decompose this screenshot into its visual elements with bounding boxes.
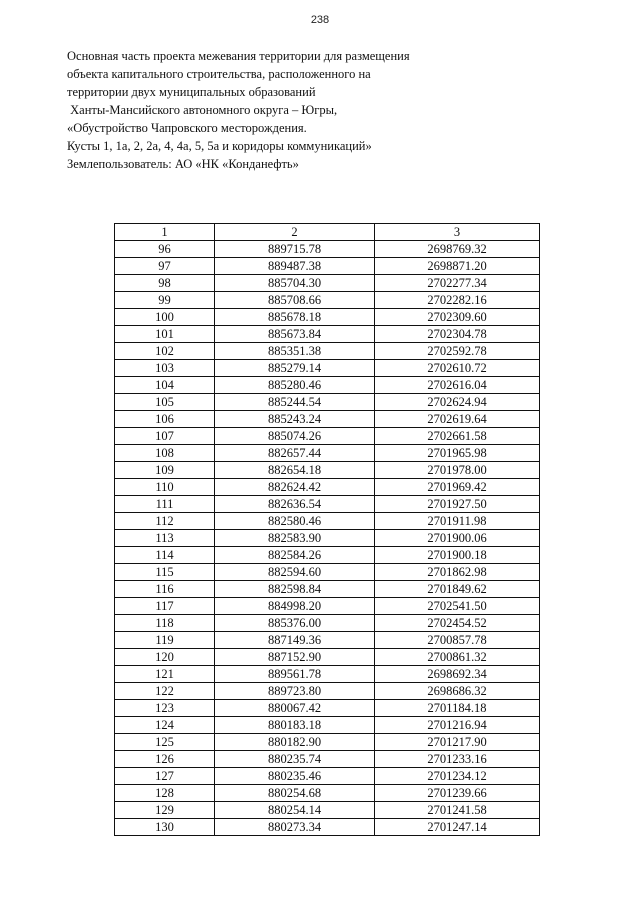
table-row — [115, 649, 540, 666]
x-coordinate-cell: 885673.84 — [215, 326, 375, 343]
y-coordinate-cell: 2701184.18 — [375, 700, 540, 717]
x-coordinate-cell: 885279.14 — [215, 360, 375, 377]
point-number-cell: 98 — [115, 275, 215, 292]
table-row — [115, 802, 540, 819]
point-number-cell: 111 — [115, 496, 215, 513]
point-number-cell: 100 — [115, 309, 215, 326]
column-header-x: 2 — [215, 224, 375, 241]
point-number-cell: 127 — [115, 768, 215, 785]
y-coordinate-cell: 2701217.90 — [375, 734, 540, 751]
table-row — [115, 785, 540, 802]
x-coordinate-cell: 884998.20 — [215, 598, 375, 615]
point-number-cell: 115 — [115, 564, 215, 581]
x-coordinate-cell: 880182.90 — [215, 734, 375, 751]
table-row — [115, 581, 540, 598]
table-row — [115, 462, 540, 479]
point-number-cell: 107 — [115, 428, 215, 445]
point-number-cell: 96 — [115, 241, 215, 258]
y-coordinate-cell: 2702619.64 — [375, 411, 540, 428]
x-coordinate-cell: 882598.84 — [215, 581, 375, 598]
x-coordinate-cell: 880273.34 — [215, 819, 375, 836]
table-row — [115, 428, 540, 445]
table-row — [115, 394, 540, 411]
header-line: объекта капитального строительства, расположенного на — [67, 67, 371, 81]
table-row — [115, 360, 540, 377]
x-coordinate-cell: 882584.26 — [215, 547, 375, 564]
table-row — [115, 258, 540, 275]
point-number-cell: 118 — [115, 615, 215, 632]
y-coordinate-cell: 2702304.78 — [375, 326, 540, 343]
table-row — [115, 275, 540, 292]
y-coordinate-cell: 2701216.94 — [375, 717, 540, 734]
y-coordinate-cell: 2701969.42 — [375, 479, 540, 496]
y-coordinate-cell: 2698692.34 — [375, 666, 540, 683]
y-coordinate-cell: 2701233.16 — [375, 751, 540, 768]
column-header-y: 3 — [375, 224, 540, 241]
x-coordinate-cell: 880254.68 — [215, 785, 375, 802]
header-line: территории двух муниципальных образований — [67, 85, 316, 99]
x-coordinate-cell: 887152.90 — [215, 649, 375, 666]
table-row — [115, 632, 540, 649]
point-number-cell: 114 — [115, 547, 215, 564]
table-row — [115, 530, 540, 547]
table-row — [115, 445, 540, 462]
point-number-cell: 105 — [115, 394, 215, 411]
y-coordinate-cell: 2701911.98 — [375, 513, 540, 530]
point-number-cell: 117 — [115, 598, 215, 615]
table-row — [115, 768, 540, 785]
y-coordinate-cell: 2701965.98 — [375, 445, 540, 462]
y-coordinate-cell: 2702309.60 — [375, 309, 540, 326]
table-row — [115, 751, 540, 768]
x-coordinate-cell: 889561.78 — [215, 666, 375, 683]
x-coordinate-cell: 885280.46 — [215, 377, 375, 394]
y-coordinate-cell: 2702661.58 — [375, 428, 540, 445]
point-number-cell: 120 — [115, 649, 215, 666]
table-row — [115, 615, 540, 632]
table-row — [115, 377, 540, 394]
x-coordinate-cell: 885351.38 — [215, 343, 375, 360]
table-row — [115, 700, 540, 717]
y-coordinate-cell: 2702624.94 — [375, 394, 540, 411]
point-number-cell: 124 — [115, 717, 215, 734]
table-row — [115, 683, 540, 700]
x-coordinate-cell: 882580.46 — [215, 513, 375, 530]
table-row — [115, 717, 540, 734]
point-number-cell: 122 — [115, 683, 215, 700]
y-coordinate-cell: 2702541.50 — [375, 598, 540, 615]
point-number-cell: 99 — [115, 292, 215, 309]
y-coordinate-cell: 2700857.78 — [375, 632, 540, 649]
y-coordinate-cell: 2701239.66 — [375, 785, 540, 802]
point-number-cell: 102 — [115, 343, 215, 360]
table-row — [115, 241, 540, 258]
y-coordinate-cell: 2701900.06 — [375, 530, 540, 547]
point-number-cell: 126 — [115, 751, 215, 768]
y-coordinate-cell: 2701862.98 — [375, 564, 540, 581]
table-row — [115, 479, 540, 496]
point-number-cell: 104 — [115, 377, 215, 394]
x-coordinate-cell: 882594.60 — [215, 564, 375, 581]
y-coordinate-cell: 2701927.50 — [375, 496, 540, 513]
table-row — [115, 564, 540, 581]
table-row — [115, 326, 540, 343]
table-row — [115, 309, 540, 326]
y-coordinate-cell: 2702592.78 — [375, 343, 540, 360]
table-row — [115, 598, 540, 615]
x-coordinate-cell: 882636.54 — [215, 496, 375, 513]
x-coordinate-cell: 880235.46 — [215, 768, 375, 785]
point-number-cell: 121 — [115, 666, 215, 683]
header-line: «Обустройство Чапровского месторождения. — [67, 121, 307, 135]
x-coordinate-cell: 885376.00 — [215, 615, 375, 632]
x-coordinate-cell: 880183.18 — [215, 717, 375, 734]
y-coordinate-cell: 2701849.62 — [375, 581, 540, 598]
point-number-cell: 112 — [115, 513, 215, 530]
header-line: Землепользователь: АО «НК «Конданефть» — [67, 157, 299, 171]
table-row — [115, 666, 540, 683]
point-number-cell: 103 — [115, 360, 215, 377]
y-coordinate-cell: 2701234.12 — [375, 768, 540, 785]
table-row — [115, 496, 540, 513]
table-body — [115, 224, 540, 836]
y-coordinate-cell: 2701978.00 — [375, 462, 540, 479]
point-number-cell: 108 — [115, 445, 215, 462]
table-row — [115, 411, 540, 428]
point-number-cell: 101 — [115, 326, 215, 343]
x-coordinate-cell: 880067.42 — [215, 700, 375, 717]
point-number-cell: 109 — [115, 462, 215, 479]
x-coordinate-cell: 880254.14 — [215, 802, 375, 819]
point-number-cell: 123 — [115, 700, 215, 717]
y-coordinate-cell: 2701247.14 — [375, 819, 540, 836]
point-number-cell: 97 — [115, 258, 215, 275]
y-coordinate-cell: 2698686.32 — [375, 683, 540, 700]
x-coordinate-cell: 885708.66 — [215, 292, 375, 309]
y-coordinate-cell: 2698871.20 — [375, 258, 540, 275]
point-number-cell: 130 — [115, 819, 215, 836]
point-number-cell: 125 — [115, 734, 215, 751]
point-number-cell: 116 — [115, 581, 215, 598]
point-number-cell: 106 — [115, 411, 215, 428]
table-row — [115, 819, 540, 836]
x-coordinate-cell: 882583.90 — [215, 530, 375, 547]
x-coordinate-cell: 885244.54 — [215, 394, 375, 411]
x-coordinate-cell: 882657.44 — [215, 445, 375, 462]
x-coordinate-cell: 889723.80 — [215, 683, 375, 700]
table-row — [115, 734, 540, 751]
x-coordinate-cell: 882654.18 — [215, 462, 375, 479]
header-line: Кусты 1, 1а, 2, 2а, 4, 4а, 5, 5а и коридоры коммуникаций» — [67, 139, 372, 153]
point-number-cell: 110 — [115, 479, 215, 496]
table-row — [115, 292, 540, 309]
x-coordinate-cell: 880235.74 — [215, 751, 375, 768]
y-coordinate-cell: 2702277.34 — [375, 275, 540, 292]
point-number-cell: 119 — [115, 632, 215, 649]
x-coordinate-cell: 885704.30 — [215, 275, 375, 292]
x-coordinate-cell: 885074.26 — [215, 428, 375, 445]
table-row — [115, 513, 540, 530]
point-number-cell: 129 — [115, 802, 215, 819]
y-coordinate-cell: 2702282.16 — [375, 292, 540, 309]
page-number: 238 — [310, 14, 330, 26]
table-header-row — [115, 224, 540, 241]
y-coordinate-cell: 2698769.32 — [375, 241, 540, 258]
point-number-cell: 128 — [115, 785, 215, 802]
x-coordinate-cell: 885678.18 — [215, 309, 375, 326]
column-header-point-number: 1 — [115, 224, 215, 241]
y-coordinate-cell: 2702454.52 — [375, 615, 540, 632]
x-coordinate-cell: 882624.42 — [215, 479, 375, 496]
table-row — [115, 547, 540, 564]
x-coordinate-cell: 889487.38 — [215, 258, 375, 275]
y-coordinate-cell: 2701900.18 — [375, 547, 540, 564]
document-header — [67, 47, 487, 173]
y-coordinate-cell: 2701241.58 — [375, 802, 540, 819]
header-line: Основная часть проекта межевания территории для размещения — [67, 49, 410, 63]
table-row — [115, 343, 540, 360]
x-coordinate-cell: 885243.24 — [215, 411, 375, 428]
y-coordinate-cell: 2702616.04 — [375, 377, 540, 394]
y-coordinate-cell: 2702610.72 — [375, 360, 540, 377]
y-coordinate-cell: 2700861.32 — [375, 649, 540, 666]
coordinates-table — [114, 223, 540, 836]
x-coordinate-cell: 887149.36 — [215, 632, 375, 649]
header-line: Ханты-Мансийского автономного округа – Югры, — [67, 103, 338, 117]
x-coordinate-cell: 889715.78 — [215, 241, 375, 258]
point-number-cell: 113 — [115, 530, 215, 547]
